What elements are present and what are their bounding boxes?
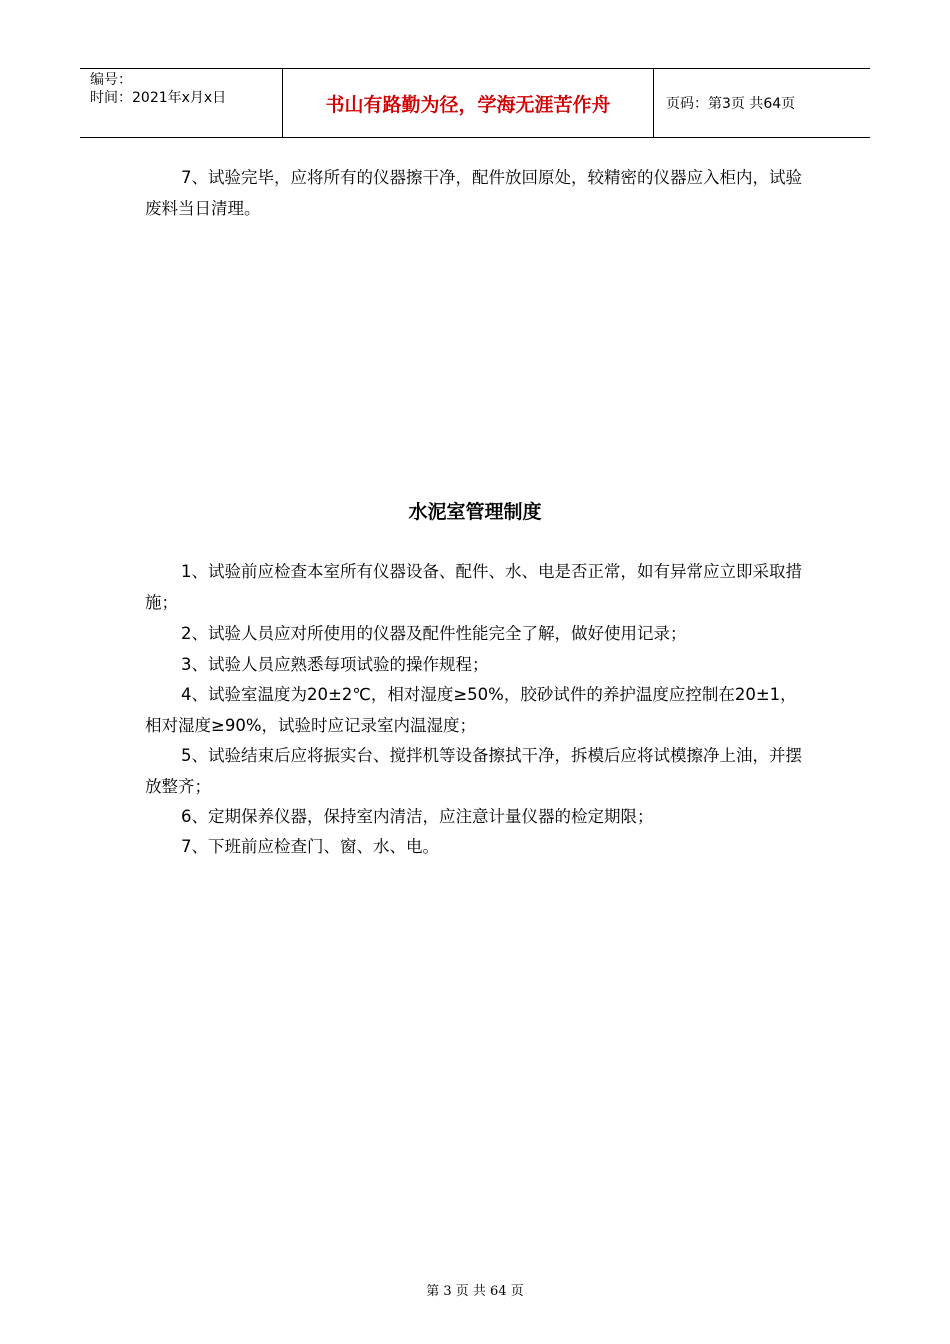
rule-item-5: 5、试验结束后应将振实台、搅拌机等设备擦拭干净，拆模后应将试模擦净上油，并摆放整齐； xyxy=(145,746,802,796)
header-motto: 书山有路勤为径，学海无涯苦作舟 xyxy=(282,69,654,137)
page-footer: 第 3 页 共 64 页 xyxy=(426,1284,524,1299)
rule-item-4: 4、试验室温度为20±2℃，相对湿度≥50%，胶砂试件的养护温度应控制在20±1，相对湿度≥90%，试验时应记录室内温湿度； xyxy=(145,685,797,735)
header-page-info: 页码：第3页 共64页 xyxy=(666,96,796,112)
intro-paragraph: 7、试验完毕，应将所有的仪器擦干净，配件放回原处，较精密的仪器应入柜内，试验废料当日清理。 xyxy=(145,168,802,218)
rule-item-3: 3、试验人员应熟悉每项试验的操作规程； xyxy=(181,655,489,674)
time-label: 时间：2021年x月x日 xyxy=(90,90,227,106)
rule-item-7: 7、下班前应检查门、窗、水、电。 xyxy=(181,837,439,856)
section-title: 水泥室管理制度 xyxy=(408,501,542,523)
rule-item-1: 1、试验前应检查本室所有仪器设备、配件、水、电是否正常，如有异常应立即采取措施； xyxy=(145,562,802,612)
rule-item-2: 2、试验人员应对所使用的仪器及配件性能完全了解，做好使用记录； xyxy=(181,624,687,643)
number-label: 编号： xyxy=(90,72,132,88)
rule-item-6: 6、定期保养仪器，保持室内清洁，应注意计量仪器的检定期限； xyxy=(181,807,654,826)
page-header xyxy=(80,68,870,138)
header-meta xyxy=(80,69,282,137)
